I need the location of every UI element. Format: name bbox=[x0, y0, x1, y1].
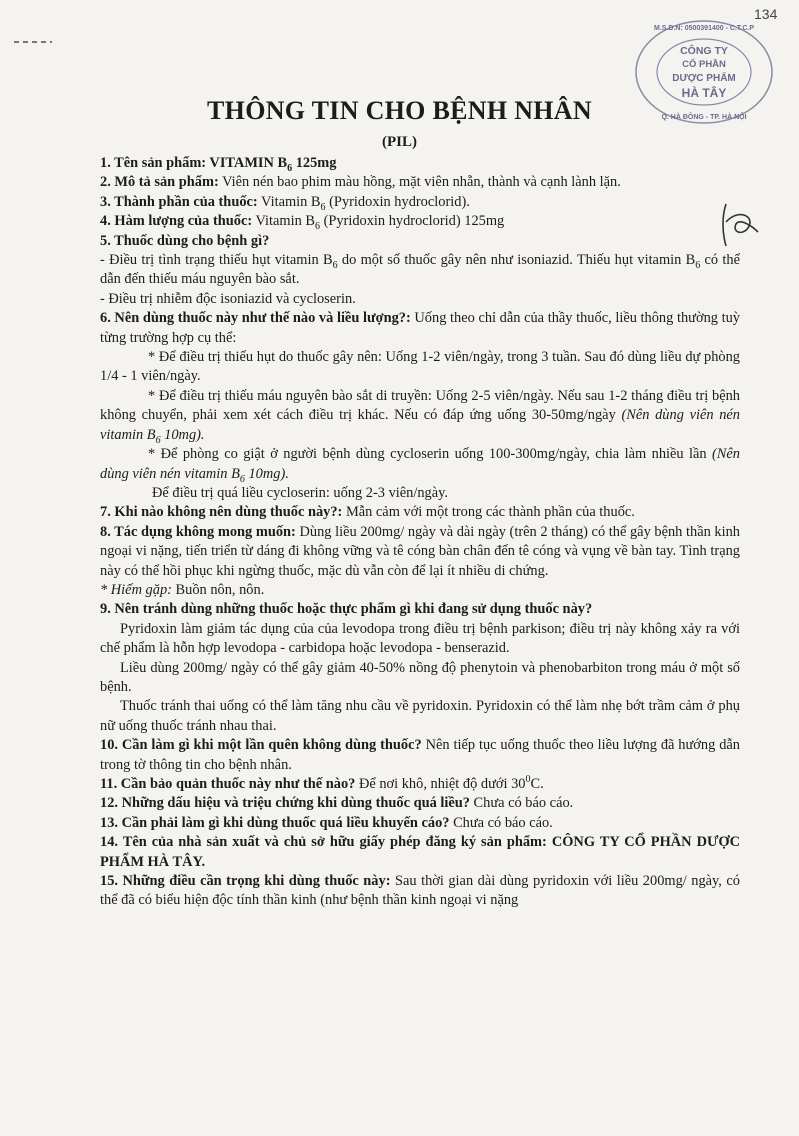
section-13: 13. Cần phải làm gì khi dùng thuốc quá liều khuyến cáo? Chưa có báo cáo. bbox=[100, 814, 553, 831]
section-5-item: - Điều trị nhiễm độc isoniazid và cycloserin. bbox=[100, 290, 356, 307]
section-15: 15. Những điều cần trọng khi dùng thuốc này: Sau thời gian dài dùng pyridoxin với liều 200mg/ ngày, có thể đã có biểu hiện độc tính thần kinh (như bệnh thần kinh ngoại vi nặng bbox=[100, 873, 740, 909]
section-12-label: 12. Những dấu hiệu và triệu chứng khi dùng thuốc quá liều? bbox=[100, 795, 470, 812]
section-14-label: 14. Tên của nhà sản xuất và chủ sở hữu giấy phép đăng ký sản phẩm: bbox=[100, 834, 547, 851]
leaflet-body bbox=[100, 154, 740, 911]
section-9-item: Liều dùng 200mg/ ngày có thể gây giảm 40-50% nồng độ phenytoin và phenobarbiton trong máu ở một số bệnh. bbox=[100, 659, 740, 695]
section-5-heading: 5. Thuốc dùng cho bệnh gì? bbox=[100, 232, 270, 249]
section-7: 7. Khi nào không nên dùng thuốc này?: Mẫn cảm với một trong các thành phần của thuốc. bbox=[100, 504, 635, 521]
section-4-label: 4. Hàm lượng của thuốc: bbox=[100, 213, 253, 230]
section-9-item: Pyridoxin làm giảm tác dụng của của levodopa trong điều trị bệnh parkison; điều trị này không xảy ra với chế phẩm là hỗn hợp levodopa - carbidopa hoặc levodopa - benserazid. bbox=[100, 620, 740, 657]
section-11-label: 11. Cần bảo quản thuốc này như thế nào? bbox=[100, 776, 356, 792]
section-3: 3. Thành phần của thuốc: Vitamin $B_6$ (Pyridoxin hydroclorid). bbox=[100, 193, 470, 213]
svg-text:Q. HÀ ĐÔNG - TP. HÀ NỘI: Q. HÀ ĐÔNG - TP. HÀ NỘI bbox=[661, 114, 747, 121]
page-number: 134 bbox=[754, 6, 778, 22]
document-subtitle: (PIL) bbox=[382, 134, 417, 150]
section-2-text: Viên nén bao phim màu hồng, mặt viên nhẵn, thành và cạnh lành lặn. bbox=[218, 174, 621, 191]
section-8-rare: * Hiếm gặp: Buồn nôn, nôn. bbox=[100, 581, 265, 598]
section-13-label: 13. Cần phải làm gì khi dùng thuốc quá liều khuyến cáo? bbox=[100, 814, 450, 831]
section-7-label: 7. Khi nào không nên dùng thuốc này?: bbox=[100, 504, 343, 521]
section-6-item: * Để điều trị thiếu máu nguyên bào sắt di truyền: Uống 2-5 viên/ngày. Nếu sau 1-2 tháng điều trị bệnh không chuyển, phải xem xét cách điều trị khác. Nếu có đáp ứng uống 30-50mg/ngày (Nên dùng viên nén vitamin $B_6$ 10mg). bbox=[100, 387, 741, 446]
svg-text:CÔNG TY: CÔNG TY bbox=[680, 45, 728, 57]
section-6-item: Để điều trị quá liều cycloserin: uống 2-3 viên/ngày. bbox=[152, 484, 448, 501]
section-1: 1. Tên sản phẩm: VITAMIN $B_6$ 125mg bbox=[100, 155, 337, 174]
section-9-item: Thuốc tránh thai uống có thể làm tăng nhu cầu về pyridoxin. Pyridoxin có thể làm nhẹ bớt trầm cảm ở phụ nữ uống thuốc tránh nhau thai. bbox=[100, 698, 740, 734]
scan-mark bbox=[14, 40, 52, 44]
svg-text:HÀ TÂY: HÀ TÂY bbox=[681, 86, 727, 100]
document-title: THÔNG TIN CHO BỆNH NHÂN bbox=[207, 96, 592, 125]
section-10-label: 10. Cần làm gì khi một lần quên không dùng thuốc? bbox=[100, 737, 422, 754]
section-12: 12. Những dấu hiệu và triệu chứng khi dùng thuốc quá liều? Chưa có báo cáo. bbox=[100, 795, 574, 812]
section-9-heading: 9. Nên tránh dùng những thuốc hoặc thực phẩm gì khi đang sử dụng thuốc này? bbox=[100, 601, 593, 618]
section-6-item: * Để điều trị thiếu hụt do thuốc gây nên: Uống 1-2 viên/ngày, trong 3 tuần. Sau đó dùng liều dự phòng 1/4 - 1 viên/ngày. bbox=[100, 349, 740, 385]
section-5-item: - Điều trị tình trạng thiếu hụt vitamin $B_6$ do một số thuốc gây nên như isoniazid. Thiếu hụt vitamin $B_6$ có thể dẫn đến thiếu máu nguyên bào sắt. bbox=[100, 252, 740, 288]
section-14: 14. Tên của nhà sản xuất và chủ sở hữu giấy phép đăng ký sản phẩm: CÔNG TY CỔ PHẦN DƯỢC PHẨM HÀ TÂY. bbox=[100, 834, 740, 870]
section-15-label: 15. Những điều cần trọng khi dùng thuốc này: bbox=[100, 873, 391, 890]
section-6: 6. Nên dùng thuốc này như thế nào và liều lượng?: Uống theo chỉ dẫn của thầy thuốc, liều thông thường tuỳ từng trường hợp cụ thể: bbox=[100, 310, 740, 346]
section-10: 10. Cần làm gì khi một lần quên không dùng thuốc? Nên tiếp tục uống thuốc theo liều lượng đã hướng dẫn trong tờ thông tin cho bệnh nhân. bbox=[100, 737, 740, 773]
svg-text:CỔ PHẦN: CỔ PHẦN bbox=[682, 59, 726, 70]
section-6-label: 6. Nên dùng thuốc này như thế nào và liều lượng?: bbox=[100, 310, 411, 327]
section-1-label: 1. Tên sản phẩm: VITAMIN B bbox=[100, 155, 288, 171]
section-8: 8. Tác dụng không mong muốn: Dùng liều 200mg/ ngày và dài ngày (trên 2 tháng) có thể gây bệnh thần kinh ngoại vi nặng, tiến triển từ dáng đi không vững và tê cóng bàn chân đến tê cóng và vụng về bàn tay. Tình trạng này có thể hồi phục khi ngừng thuốc, mặc dù vẫn còn để lại ít nhiều di chứng. bbox=[100, 523, 740, 579]
section-2 bbox=[100, 173, 740, 192]
section-8-label: 8. Tác dụng không mong muốn: bbox=[100, 523, 296, 540]
section-11: 11. Cần bảo quản thuốc này như thế nào? Để nơi khô, nhiệt độ dưới $30^0C$. bbox=[100, 774, 544, 792]
svg-text:M.S.D.N: 0500391400 - C.T.C.P: M.S.D.N: 0500391400 - C.T.C.P bbox=[654, 25, 754, 32]
section-3-label: 3. Thành phần của thuốc: bbox=[100, 193, 258, 210]
section-6-item: * Để phòng co giật ở người bệnh dùng cycloserin uống 100-300mg/ngày, chia làm nhiều lần (Nên dùng viên nén vitamin $B_6$ 10mg). bbox=[100, 446, 740, 485]
svg-text:DƯỢC PHẨM: DƯỢC PHẨM bbox=[672, 73, 736, 84]
section-2-label: 2. Mô tả sản phẩm: bbox=[100, 174, 219, 191]
section-4: 4. Hàm lượng của thuốc: Vitamin $B_6$ (Pyridoxin hydroclorid) 125mg bbox=[100, 213, 505, 233]
